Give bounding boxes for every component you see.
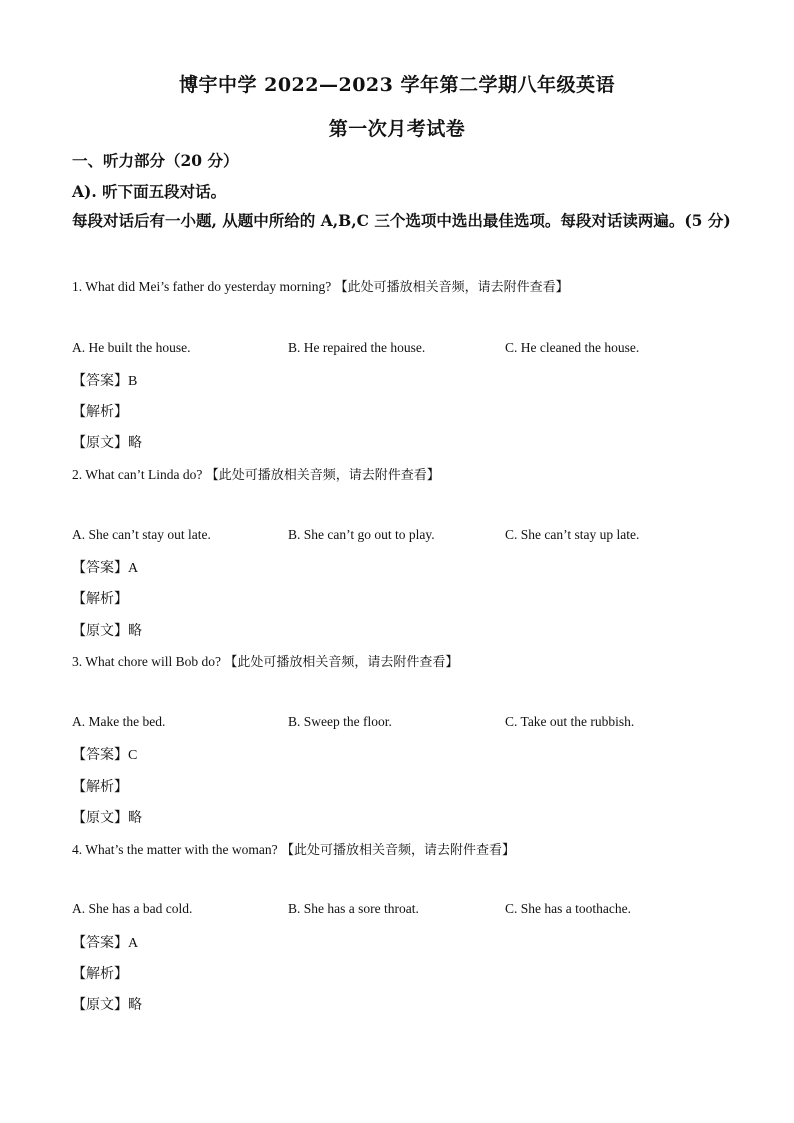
option-b: B. She has a sore throat.: [288, 901, 419, 916]
option-a: A. He built the house.: [72, 340, 191, 355]
transcript-label: 【原文】: [72, 810, 128, 826]
answer-value: B: [128, 374, 138, 389]
answer-value: C: [128, 748, 138, 763]
transcript-line: [72, 432, 142, 452]
question-text: 1. What did Mei’s father do yesterday morning?: [72, 279, 332, 294]
answer-line: [72, 744, 137, 764]
analysis-label: 【解析】: [72, 779, 128, 795]
question-stem: [72, 276, 569, 295]
analysis-line: [72, 588, 128, 608]
option-b: B. He repaired the house.: [288, 340, 426, 355]
question-stem: [72, 651, 458, 670]
option-a: A. She can’t stay out late.: [72, 527, 211, 542]
option-a: A. Make the bed.: [72, 714, 166, 729]
transcript-line: [72, 620, 142, 640]
answer-line: [72, 557, 138, 577]
section-subheading: A). 听下面五段对话。: [72, 182, 227, 201]
answer-value: A: [128, 936, 139, 951]
option-b: B. She can’t go out to play.: [288, 527, 435, 542]
transcript-value: 略: [128, 623, 142, 639]
audio-note: 【此处可播放相关音频，请去附件查看】: [224, 655, 459, 670]
audio-note: 【此处可播放相关音频，请去附件查看】: [334, 280, 569, 295]
audio-note: 【此处可播放相关音频，请去附件查看】: [280, 843, 515, 858]
transcript-value: 略: [128, 810, 142, 826]
answer-line: [72, 370, 137, 390]
answer-label: 【答案】: [72, 747, 128, 763]
answer-label: 【答案】: [72, 373, 128, 389]
transcript-label: 【原文】: [72, 623, 128, 639]
analysis-label: 【解析】: [72, 966, 128, 982]
analysis-label: 【解析】: [72, 404, 128, 420]
analysis-label: 【解析】: [72, 591, 128, 607]
answer-value: A: [128, 561, 139, 576]
option-c: C. He cleaned the house.: [505, 340, 640, 355]
transcript-value: 略: [128, 997, 142, 1013]
option-c: C. She has a toothache.: [505, 901, 631, 916]
option-b: B. Sweep the floor.: [288, 714, 392, 729]
exam-title: 博宇中学 2022—2023 学年第二学期八年级英语: [179, 74, 615, 96]
section-instructions: 每段对话后有一小题, 从题中所给的 A,B,C 三个选项中选出最佳选项。每段对话读两遍。(5 分): [72, 211, 731, 230]
question-text: 2. What can’t Linda do?: [72, 467, 203, 482]
option-a: A. She has a bad cold.: [72, 901, 193, 916]
question-text: 4. What’s the matter with the woman?: [72, 842, 278, 857]
analysis-line: [72, 401, 128, 421]
transcript-label: 【原文】: [72, 435, 128, 451]
option-c: C. She can’t stay up late.: [505, 527, 640, 542]
audio-note: 【此处可播放相关音频，请去附件查看】: [205, 468, 440, 483]
section-heading: 一、听力部分（20 分）: [72, 151, 239, 170]
exam-subtitle: 第一次月考试卷: [328, 118, 466, 140]
transcript-line: [72, 807, 142, 827]
answer-line: [72, 932, 138, 952]
analysis-line: [72, 963, 128, 983]
answer-label: 【答案】: [72, 935, 128, 951]
transcript-label: 【原文】: [72, 997, 128, 1013]
option-c: C. Take out the rubbish.: [505, 714, 635, 729]
question-text: 3. What chore will Bob do?: [72, 654, 221, 669]
transcript-line: [72, 994, 142, 1014]
transcript-value: 略: [128, 435, 142, 451]
answer-label: 【答案】: [72, 560, 128, 576]
analysis-line: [72, 776, 128, 796]
question-stem: [72, 464, 440, 483]
question-stem: [72, 839, 515, 858]
